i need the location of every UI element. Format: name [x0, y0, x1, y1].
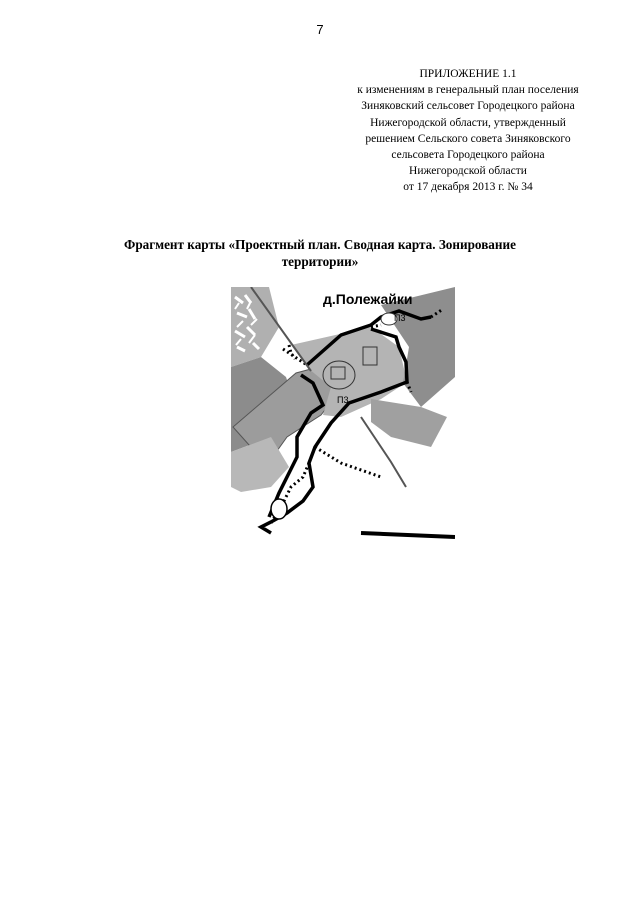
title-line-2: территории» [281, 254, 359, 269]
map-image [231, 287, 455, 539]
page-number: 7 [316, 22, 324, 37]
zone-label-top: П3 [394, 313, 406, 323]
appendix-line: Нижегородской области, утвержденный [370, 116, 566, 129]
appendix-date: от 17 декабря 2013 г. № 34 [403, 181, 533, 194]
appendix-line: сельсовета Городецкого района [391, 149, 545, 162]
appendix-line: Зиняковский сельсовет Городецкого района [361, 100, 575, 113]
appendix-line: к изменениям в генеральный план поселения [357, 84, 579, 97]
appendix-line: Нижегородской области [409, 165, 527, 178]
appendix-title: ПРИЛОЖЕНИЕ 1.1 [419, 68, 517, 80]
document-title [60, 236, 580, 270]
map-fragment [231, 287, 455, 539]
appendix-header [318, 66, 618, 196]
village-label: д.Полежайки [323, 291, 413, 307]
zone-label-main: П3 [337, 395, 349, 405]
pond [271, 499, 287, 519]
title-line-1: Фрагмент карты «Проектный план. Сводная карта. Зонирование [124, 237, 516, 252]
appendix-line: решением Сельского совета Зиняковского [365, 132, 571, 145]
